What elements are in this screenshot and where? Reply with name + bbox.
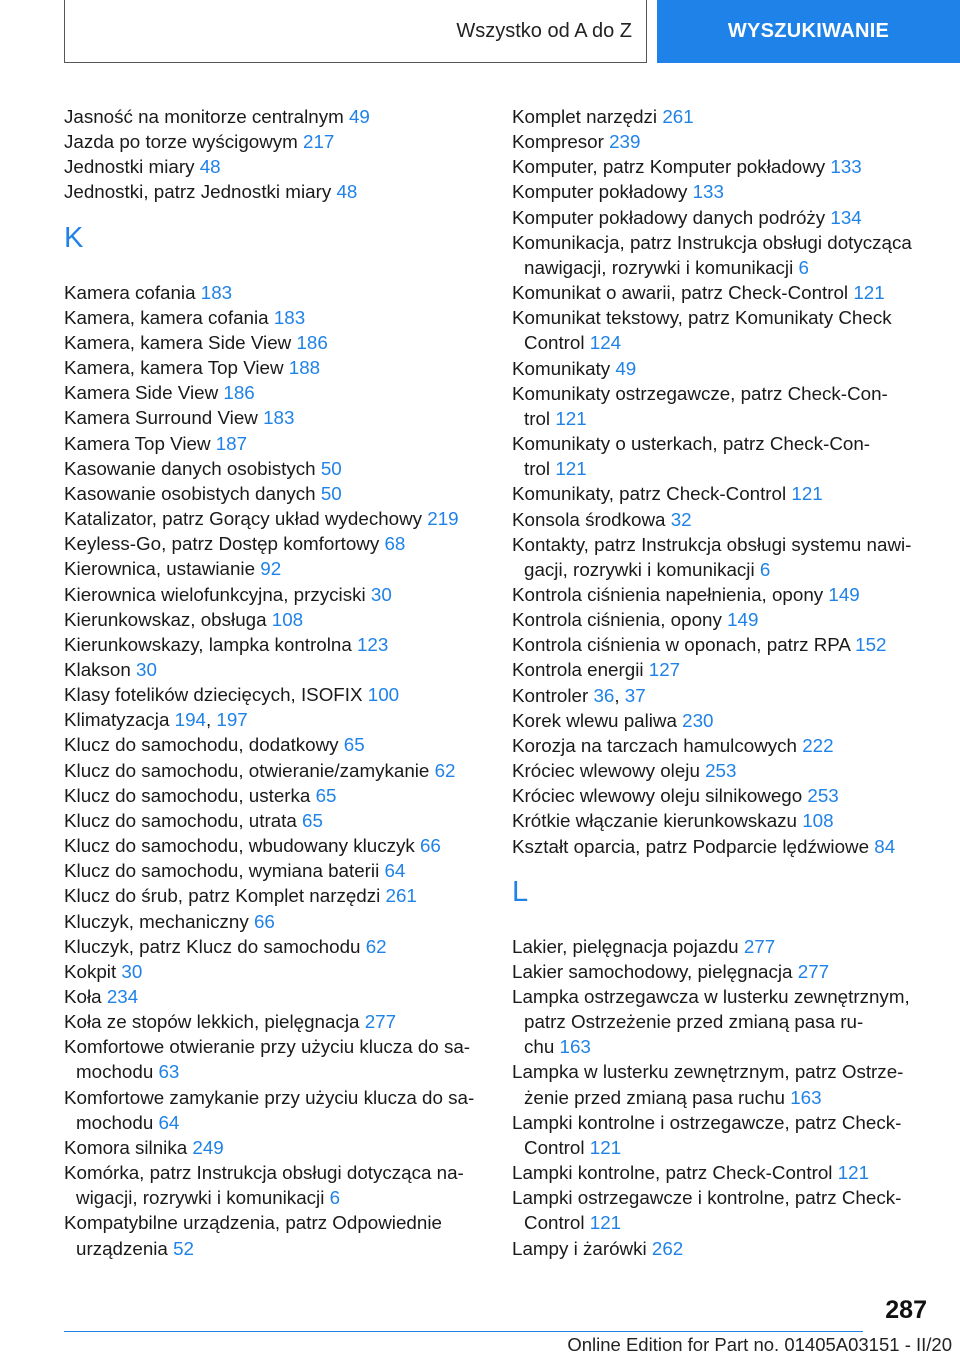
entry-text: Control [524,1136,585,1158]
index-entry [64,556,484,581]
entry-text: Klucz do samochodu, usterka [64,784,311,806]
page-link[interactable]: 36 [593,684,615,706]
index-entry [64,657,484,682]
entry-text: Koła ze stopów lekkich, pielęgnacja [64,1011,360,1033]
page-link[interactable]: 152 [855,634,887,656]
index-entry [64,481,484,506]
entry-text: Kamera Side View [64,382,219,404]
page-link[interactable]: 149 [828,583,860,605]
page-link[interactable]: 108 [271,608,304,630]
entry-text: Kontrola ciśnienia w oponach, patrz RPA [512,634,850,656]
page-number: 287 [885,1296,927,1324]
page-link[interactable]: 222 [802,734,834,756]
page-link[interactable]: 66 [253,910,275,932]
page-link[interactable]: 50 [320,457,342,479]
entry-text: Kokpit [64,960,117,982]
entry-text: Komunikaty [512,357,611,379]
index-column-right [512,104,932,1261]
entry-text: Control [524,332,585,354]
page-link[interactable]: 65 [302,809,323,831]
entry-text: patrz Ostrzeżenie przed zmianą pasa ru- [524,1011,864,1033]
page-link[interactable]: 32 [670,508,692,530]
page-link[interactable]: 133 [830,156,862,178]
page-link[interactable]: 49 [348,106,370,127]
index-entry [512,657,932,682]
entry-text: Kamera cofania [64,281,196,303]
page-link[interactable]: 64 [158,1111,180,1133]
page-link[interactable]: 50 [320,482,342,504]
page-link[interactable]: 186 [223,382,255,404]
index-entry [64,380,484,405]
entry-text: Króciec wlewowy oleju [512,760,700,782]
index-entry [64,858,484,883]
index-entry [512,179,932,204]
index-entry [64,682,484,707]
entry-text: Lakier, pielęgnacja pojazdu [512,935,739,957]
entry-text: Klucz do samochodu, wbudowany kluczyk [64,835,415,857]
entry-text: Kamera Surround View [64,407,258,429]
page-link[interactable]: 187 [215,432,248,454]
page-link[interactable]: 277 [797,960,830,982]
entry-text: Komplet narzędzi [512,106,658,127]
page-link[interactable]: 121 [791,483,823,505]
page-link[interactable]: 65 [343,734,365,756]
index-entry [64,104,484,129]
entry-text: Klimatyzacja [64,709,170,731]
index-entry [64,909,484,934]
page-link[interactable]: 133 [692,181,724,203]
page-link[interactable]: 62 [365,935,387,957]
entry-text: Komora silnika [64,1136,188,1158]
entry-text: Jednostki miary [64,156,195,178]
page-link[interactable]: 30 [121,960,143,982]
entry-text: Kluczyk, mechaniczny [64,910,249,932]
entry-text: wigacji, rozrywki i komunikacji [76,1187,325,1209]
entry-text: Kompatybilne urządzenia, patrz Odpowiednie [64,1212,442,1234]
page-link[interactable]: 49 [615,357,637,379]
index-entry [512,758,932,783]
entry-text: Korek wlewu paliwa [512,709,677,731]
index-entry [512,1185,932,1235]
entry-text: nawigacji, rozrywki i komunikacji [524,256,794,278]
index-entry [64,833,484,858]
entry-text: Jazda po torze wyścigowym [64,131,298,153]
entry-text: Komfortowe otwieranie przy użyciu klucza do sa- [64,1036,471,1058]
index-entry [512,1110,932,1160]
page-link[interactable]: 6 [329,1187,341,1209]
index-entry [512,959,932,984]
index-entry [64,330,484,355]
entry-text: Kontrola ciśnienia napełnienia, opony [512,583,824,605]
entry-text: Control [524,1212,585,1234]
page-link[interactable]: 249 [192,1136,224,1158]
entry-text: Komunikaty o usterkach, patrz Check-Con- [512,433,871,455]
index-entry [64,531,484,556]
entry-text: Jasność na monitorze centralnym [64,106,344,127]
entry-text: Keyless-Go, patrz Dostęp komfortowy [64,533,380,555]
index-entry [64,154,484,179]
page-link[interactable]: 277 [364,1011,397,1033]
page-link[interactable]: 163 [790,1086,822,1108]
entry-text: Kształt oparcia, patrz Podparcie lędźwiowe [512,835,870,857]
entry-text: Komórka, patrz Instrukcja obsługi dotycząca na- [64,1162,464,1184]
index-entry [64,405,484,430]
index-entry [512,305,932,355]
edition-note: Online Edition for Part no. 01405A03151 - II/20 [567,1334,952,1355]
index-entry [64,1034,484,1084]
entry-text: urządzenia [76,1237,168,1259]
page-link[interactable]: 121 [837,1162,870,1184]
page-link[interactable]: 183 [200,281,233,303]
entry-text: Kasowanie osobistych danych [64,482,316,504]
index-entry [64,179,484,204]
index-entry [64,783,484,808]
index-entry [64,1085,484,1135]
page-link[interactable]: 277 [743,935,776,957]
index-entry [512,381,932,431]
footer-divider [64,1331,863,1332]
entry-text: Komunikaty ostrzegawcze, patrz Check-Con- [512,382,888,404]
entry-text: Klucz do śrub, patrz Komplet narzędzi [64,885,381,907]
entry-text: Katalizator, patrz Gorący układ wydechowy [64,508,423,530]
page-link[interactable]: 121 [853,282,885,304]
index-entry [64,1135,484,1160]
entry-text: Klucz do samochodu, dodatkowy [64,734,339,756]
entry-text: Komunikat o awarii, patrz Check-Control [512,282,849,304]
page-link[interactable]: 127 [648,659,681,681]
entry-text: Lampki ostrzegawcze i kontrolne, patrz Check- [512,1187,902,1209]
index-entry [64,1009,484,1034]
index-entry [512,733,932,758]
page-link[interactable]: 124 [589,332,622,354]
index-entry [64,1210,484,1260]
index-entry: Klimatyzacja 194, 197 [64,709,248,731]
entry-text: Lampka ostrzegawcza w lusterku zewnętrznym, [512,986,910,1007]
page-link[interactable]: 68 [384,533,406,555]
entry-text: Kamera Top View [64,432,211,454]
entry-text: Krótkie włączanie kierunkowskazu [512,810,797,832]
index-letter-heading: K [64,221,84,254]
entry-text: Klasy fotelików dziecięcych, ISOFIX [64,684,363,706]
page-link[interactable]: 48 [336,181,358,203]
page-link[interactable]: 121 [589,1212,622,1234]
index-entry [512,129,932,154]
page-link[interactable]: 183 [263,407,295,429]
index-entry [512,632,932,657]
index-entry [64,959,484,984]
entry-text: Kontakty, patrz Instrukcja obsługi systemu nawi- [512,533,912,555]
entry-text: Kierownica, ustawianie [64,558,256,580]
page-link[interactable]: 121 [555,458,587,480]
index-entry [64,456,484,481]
entry-text: Komputer pokładowy danych podróży [512,206,826,228]
entry-text: Lampka w lusterku zewnętrznym, patrz Ostrze- [512,1061,904,1083]
index-letter-heading: L [512,875,529,908]
index-entry [512,532,932,582]
index-entry [64,632,484,657]
entry-text: gacji, rozrywki i komunikacji [524,558,755,580]
index-entry [512,280,932,305]
page-link[interactable]: 30 [370,583,392,605]
page-link[interactable]: 219 [427,508,459,530]
page-link[interactable]: 163 [559,1036,591,1058]
entry-text: Lakier samochodowy, pielęgnacja [512,960,793,982]
page-link[interactable]: 6 [759,558,771,580]
page-link[interactable]: 134 [830,206,862,228]
page-link[interactable]: 217 [303,131,335,153]
index-entry [512,205,932,230]
index-entry [64,305,484,330]
page-link[interactable]: 63 [158,1061,180,1083]
index-entry [64,984,484,1009]
entry-text: Komunikaty, patrz Check-Control [512,483,787,505]
entry-text: chu [524,1036,555,1058]
index-entry [512,582,932,607]
entry-text: Kamera, kamera Top View [64,357,284,379]
entry-text: Korozja na tarczach hamulcowych [512,734,797,756]
entry-text: Klucz do samochodu, wymiana baterii [64,860,380,882]
index-tab-label: Wszystko od A do Z [456,19,632,42]
entry-text: Kasowanie danych osobistych [64,457,316,479]
index-entry [512,834,932,859]
index-entry [512,230,932,280]
page-link[interactable]: 183 [273,306,306,328]
entry-text: Komfortowe zamykanie przy użyciu klucza do sa- [64,1086,475,1108]
index-entry [512,934,932,959]
entry-text: Komunikacja, patrz Instrukcja obsługi dotycząca [512,231,912,253]
entry-text: mochodu [76,1111,154,1133]
index-entry [64,129,484,154]
entry-text: Kluczyk, patrz Klucz do samochodu [64,935,361,957]
index-entry [64,607,484,632]
index-tab[interactable] [64,0,647,63]
entry-text: mochodu [76,1061,154,1083]
page-link[interactable]: 123 [356,633,389,655]
index-entry [512,356,932,381]
page-link[interactable]: 149 [727,609,759,631]
entry-text: Kompresor [512,131,604,153]
page-link[interactable]: 6 [798,256,809,278]
page-link[interactable]: 230 [682,709,714,731]
page-link[interactable]: 239 [609,131,641,153]
entry-text: Lampki kontrolne i ostrzegawcze, patrz Check- [512,1111,902,1133]
index-entry [64,355,484,380]
entry-text: Lampy i żarówki [512,1237,647,1259]
index-entry [512,431,932,481]
page-link[interactable]: 100 [367,684,400,706]
page-link[interactable]: 253 [705,760,737,782]
index-entry [64,582,484,607]
index-entry [512,507,932,532]
page-link[interactable]: 197 [216,709,248,731]
index-entry [512,1236,932,1261]
index-entry [64,934,484,959]
page-link[interactable]: 52 [173,1237,194,1259]
index-entry [512,607,932,632]
index-entry [64,732,484,757]
index-entry [512,1059,932,1109]
page-link[interactable]: 262 [651,1237,684,1259]
search-tab-label: WYSZUKIWANIE [727,20,890,42]
index-entry [512,154,932,179]
entry-text: Klucz do samochodu, utrata [64,809,297,831]
entry-text: Króciec wlewowy oleju silnikowego [512,785,803,807]
page-link[interactable]: 30 [136,658,157,680]
index-entry [512,104,932,129]
page-link[interactable]: 261 [385,885,417,907]
page-link[interactable]: 261 [662,106,694,127]
search-tab[interactable] [657,0,960,63]
page-link[interactable]: 194 [174,709,206,731]
page-link[interactable]: 64 [384,860,406,882]
entry-text: Klucz do samochodu, otwieranie/zamykanie [64,759,430,781]
index-entry [64,883,484,908]
index-entry [512,984,932,1059]
index-entry [512,808,932,833]
entry-text: Koła [64,986,102,1007]
page-link[interactable]: 253 [807,785,839,807]
entry-text: trol [524,458,551,480]
entry-text: trol [524,407,551,429]
entry-text: Kontrola ciśnienia, opony [512,609,722,631]
entry-text: Kontrola energii [512,659,644,681]
entry-text: Kamera, kamera cofania [64,306,269,328]
page-link[interactable]: 92 [260,558,282,580]
page-link[interactable]: 84 [874,835,896,857]
index-entry [512,708,932,733]
page-link[interactable]: 188 [288,357,321,379]
entry-text: Kontroler [512,684,589,706]
index-column-left [64,104,484,1261]
index-entry [64,431,484,456]
entry-text: Komputer, patrz Komputer pokładowy [512,156,826,178]
index-entry [64,808,484,833]
entry-text: Kierownica wielofunkcyjna, przyciski [64,583,366,605]
index-entry: Kontroler 36, 37 [512,684,646,706]
entry-text: Klakson [64,658,131,680]
entry-text: Komunikat tekstowy, patrz Komunikaty Check [512,307,892,329]
index-entry [64,1160,484,1210]
entry-text: Kierunkowskazy, lampka kontrolna [64,633,352,655]
page-link[interactable]: 37 [624,684,646,706]
entry-text: Lampki kontrolne, patrz Check-Control [512,1162,833,1184]
page-link[interactable]: 48 [199,156,221,178]
page-link[interactable]: 62 [434,759,456,781]
page-link[interactable]: 65 [315,784,337,806]
entry-text: żenie przed zmianą pasa ruchu [524,1086,786,1108]
index-entry [512,1160,932,1185]
index-entry [64,280,484,305]
entry-text: Jednostki, patrz Jednostki miary [64,181,332,203]
entry-text: Komputer pokładowy [512,181,688,203]
entry-text: Konsola środkowa [512,508,666,530]
page-link[interactable]: 66 [419,835,441,857]
entry-text: Kamera, kamera Side View [64,331,292,353]
entry-text: Kierunkowskaz, obsługa [64,608,267,630]
page-link[interactable]: 186 [296,331,328,353]
page-link[interactable]: 121 [589,1136,622,1158]
index-entry [64,758,484,783]
page-link[interactable]: 121 [555,407,587,429]
index-entry [512,481,932,506]
page-link[interactable]: 234 [106,986,139,1007]
page-link[interactable]: 108 [802,810,834,832]
index-entry [64,506,484,531]
index-entry [512,783,932,808]
